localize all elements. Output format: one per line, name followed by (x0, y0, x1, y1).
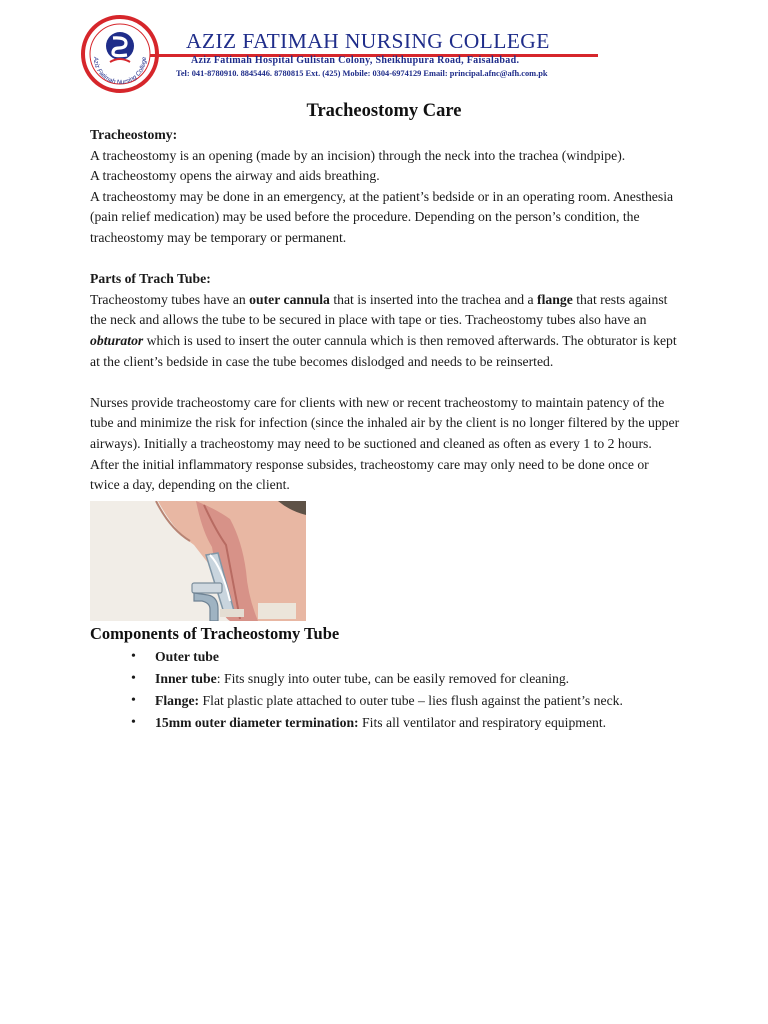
bullet-icon: • (131, 692, 136, 708)
component-text: : Fits snugly into outer tube, can be easily removed for cleaning. (216, 671, 570, 687)
tracheostomy-heading: Tracheostomy: (90, 127, 178, 142)
parts-text-2: that is inserted into the trachea and a (329, 291, 538, 307)
logo-text: Aziz Fatimah Nursing College (91, 56, 149, 87)
outer-cannula-term: outer cannula (249, 291, 330, 307)
parts-text-1: Tracheostomy tubes have an (90, 291, 250, 307)
component-label: Flange: (155, 692, 200, 708)
parts-heading: Parts of Trach Tube: (90, 271, 211, 287)
spacer (90, 249, 680, 270)
components-heading: Components of Tracheostomy Tube (90, 623, 340, 643)
component-label: Inner tube (155, 671, 217, 687)
tracheostomy-procedure: A tracheostomy may be done in an emergency, at the patient’s bedside or in an operating room. Anesthesia (pain relief medication) may be used before the procedure. Depending on the person’s condition, the tracheostomy may be temporary or permanent. (90, 188, 674, 245)
component-text: Flat plastic plate attached to outer tube – lies flush against the patient’s neck. (199, 692, 623, 708)
document-body (90, 125, 680, 733)
document-title: Tracheostomy Care (306, 101, 462, 121)
list-item (90, 646, 680, 668)
component-label: 15mm outer diameter termination: (155, 714, 359, 730)
components-list (90, 646, 680, 733)
obturator-term: obturator (90, 332, 144, 348)
college-name: AZIZ FATIMAH NURSING COLLEGE (186, 29, 550, 53)
list-item (90, 690, 680, 712)
college-contact: Tel: 041-8780910. 8845446. 8780815 Ext. (425) Mobile: 0304-6974129 Email: principal.afnc@afh.com.pk (176, 69, 548, 78)
list-item (90, 712, 680, 734)
component-text: Fits all ventilator and respiratory equipment. (358, 714, 607, 730)
list-item (90, 668, 680, 690)
parts-text-3: that rests against the neck and allows the tube to be secured in place with tape or ties. Tracheostomy tubes also have an (90, 291, 668, 328)
spacer (90, 372, 680, 393)
bullet-icon: • (131, 649, 136, 665)
college-address: Aziz Fatimah Hospital Gulistan Colony, Sheikhupura Road, Faisalabad. (191, 55, 520, 66)
bullet-icon: • (131, 671, 136, 687)
college-logo (80, 14, 160, 94)
bullet-icon: • (131, 714, 136, 730)
parts-paragraph (90, 290, 680, 372)
parts-text-4: which is used to insert the outer cannula which is then removed afterwards. The obturator is kept at the client’s bedside in case the tube becomes dislodged and needs to be reinserted. (90, 332, 677, 369)
flange-term: flange (537, 291, 573, 307)
tracheostomy-purpose: A tracheostomy opens the airway and aids breathing. (90, 168, 380, 184)
tracheostomy-illustration (90, 501, 306, 621)
component-label: Outer tube (155, 649, 219, 665)
tracheostomy-definition: A tracheostomy is an opening (made by an incision) through the neck into the trachea (windpipe). (90, 147, 626, 163)
care-paragraph: Nurses provide tracheostomy care for clients with new or recent tracheostomy to maintain patency of the tube and minimize the risk for infection (since the inhaled air by the client is no longer filtered by the upper airways). Initially a tracheostomy may need to be suctioned and cleaned as often as every 1 to 2 hours. After the initial inflammatory response subsides, tracheostomy care may only need to be done once or twice a day, depending on the client. (90, 394, 680, 493)
